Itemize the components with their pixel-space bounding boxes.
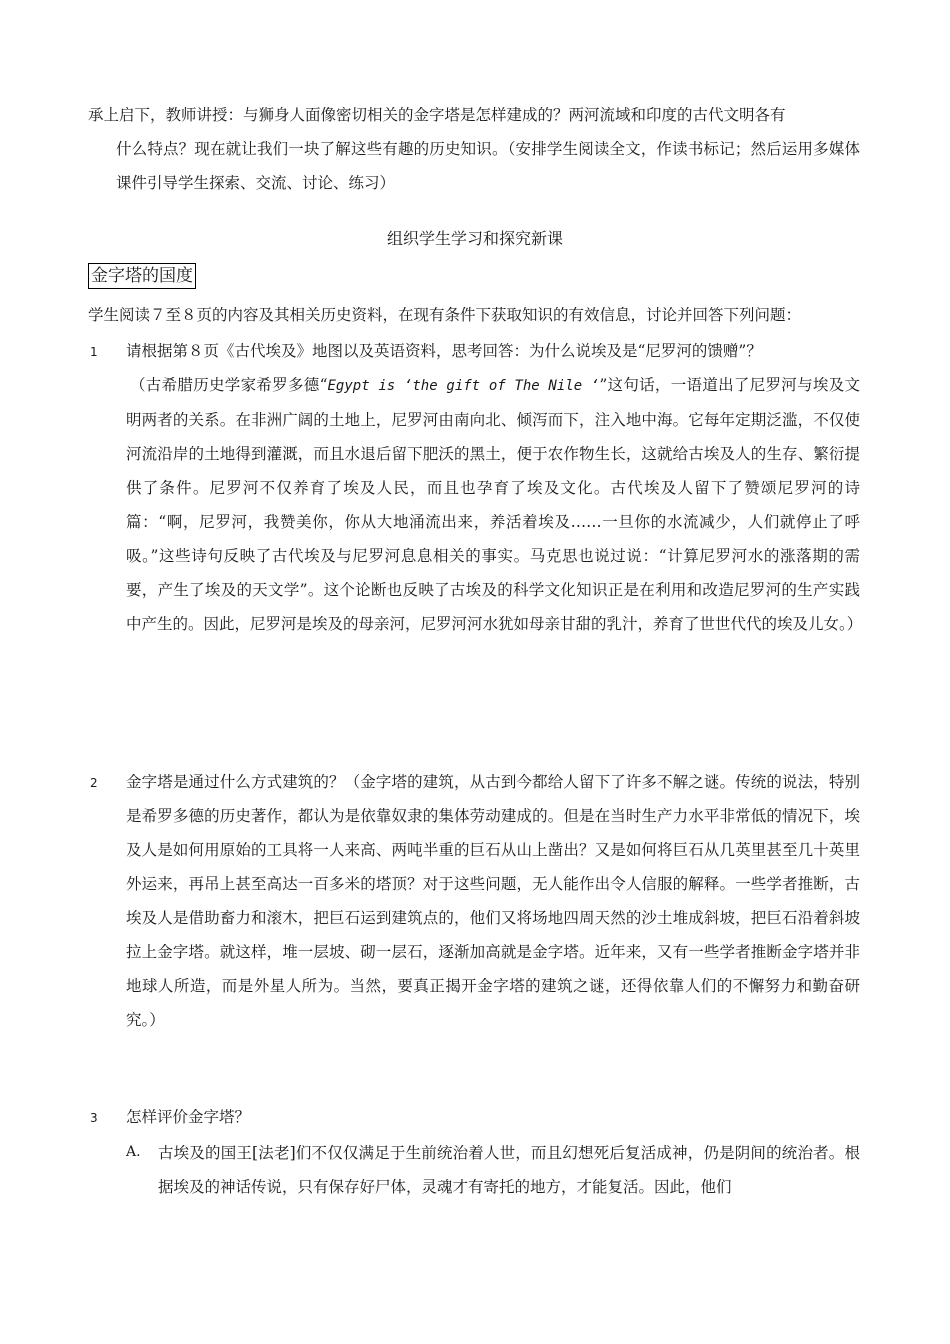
section-heading: 金字塔的国度 bbox=[88, 263, 196, 289]
item-2: 金字塔是通过什么方式建筑的？（金字塔的建筑，从古到今都给人留下了许多不解之谜。传统的说法，特别是希罗多德的历史著作，都认为是依靠奴隶的集体劳动建成的。但是在当时生产力水平非常低的情况下，埃及人是如何用原始的工具将一人来高、两吨半重的巨石从山上凿出？又是如何将巨石从几英里甚至几十英里外运来，再吊上甚至高达一百多米的塔顶？对于这些问题，无人能作出令人信服的解释。一些学者推断，古埃及人是借助畜力和滚木，把巨石运到建筑点的，他们又将场地四周天然的沙土堆成斜坡，把巨石沿着斜坡拉上金字塔。就这样，堆一层坡、砌一层石，逐渐加高就是金字塔。近年来，又有一些学者推断金字塔并非地球人所造，而是外星人所为。当然，要真正揭开金字塔的建筑之谜，还得依靠人们的不懈努力和勤奋研究。） bbox=[126, 773, 860, 1029]
item-1-question: 请根据第８页《古代埃及》地图以及英语资料，思考回答：为什么说埃及是“尼罗河的馈赠”？ bbox=[126, 342, 762, 360]
lead-paragraph: 学生阅读７至８页的内容及其相关历史资料，在现有条件下获取知识的有效信息，讨论并回答下列问题： bbox=[88, 306, 802, 324]
intro-first-line: 承上启下，教师讲授：与狮身人面像密切相关的金字塔是怎样建成的？两河流域和印度的古代文明各有 bbox=[88, 106, 786, 124]
item-1 bbox=[126, 334, 863, 641]
center-title: 组织学生学习和探究新课 bbox=[386, 229, 563, 248]
item-3-sub-label: A. bbox=[126, 1144, 141, 1160]
item-number-3: 3 bbox=[90, 1111, 98, 1125]
item-1-answer-post: ”这句话，一语道出了尼罗河与埃及文明两者的关系。在非洲广阔的土地上，尼罗河由南向北、倾泻而下，注入地中海。它每年定期泛滥，不仅使河流沿岸的土地得到灌溉，而且水退后留下肥沃的黑土，便于农作物生长，这就给古埃及人的生存、繁衍提供了条件。尼罗河不仅养育了埃及人民，而且也孕育了埃及文化。古代埃及人留下了赞颂尼罗河的诗篇：“啊，尼罗河，我赞美你，你从大地涌流出来，养活着埃及……一旦你的水流减少，人们就停止了呼吸。”这些诗句反映了古代埃及与尼罗河息息相关的事实。马克思也说过说：“计算尼罗河水的涨落期的需要，产生了埃及的天文学”。这个论断也反映了古埃及的科学文化知识正是在利用和改造尼罗河的生产实践中产生的。因此，尼罗河是埃及的母亲河，尼罗河河水犹如母亲甘甜的乳汁，养育了世世代代的埃及儿女。） bbox=[126, 376, 863, 633]
item-1-answer-pre: （古希腊历史学家希罗多德“ bbox=[130, 376, 328, 394]
intro-paragraph bbox=[88, 98, 860, 200]
item-number-2: 2 bbox=[90, 776, 98, 790]
item-number-1: 1 bbox=[90, 345, 98, 359]
item-1-english-quote: Egypt is ‘the gift of The Nile ‘ bbox=[327, 378, 600, 394]
item-3-sub-paragraph: 古埃及的国王[法老]们不仅仅满足于生前统治着人世，而且幻想死后复活成神，仍是阴间的统治者。根据埃及的神话传说，只有保存好尸体，灵魂才有寄托的地方，才能复活。因此，他们 bbox=[158, 1144, 860, 1196]
item-3: 怎样评价金字塔？ bbox=[126, 1108, 251, 1126]
intro-rest: 什么特点？现在就让我们一块了解这些有趣的历史知识。（安排学生阅读全文，作读书标记；然后运用多媒体课件引导学生探索、交流、讨论、练习） bbox=[116, 140, 860, 192]
